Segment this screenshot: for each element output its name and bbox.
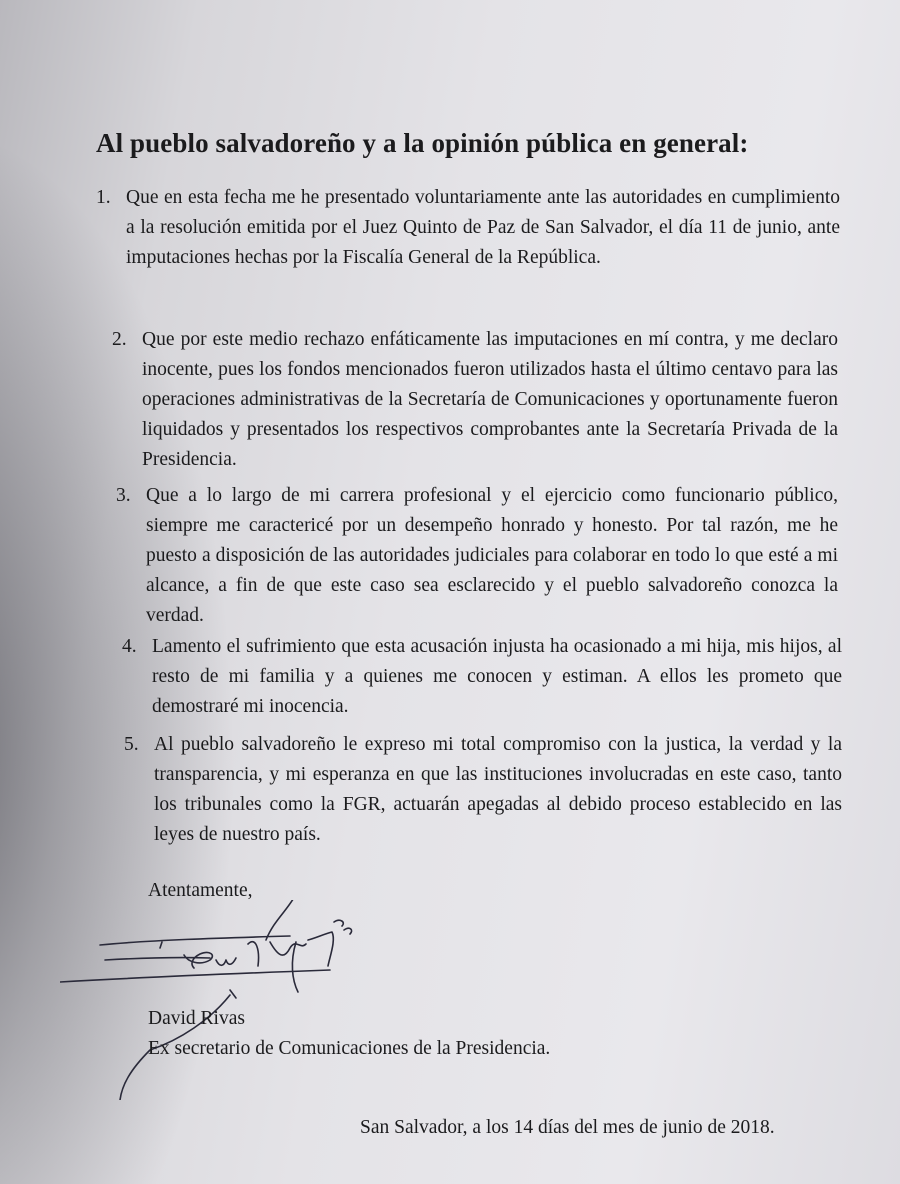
item-number: 3. <box>116 485 131 506</box>
item-text: Que en esta fecha me he presentado voluntariamente ante las autoridades en cumplimiento a la resolución emitida por el Juez Quinto de Paz de San Salvador, el día 11 de junio, ante imputaciones hechas por la Fiscalía General de la República. <box>126 187 840 268</box>
signer-role: Ex secretario de Comunicaciones de la Presidencia. <box>148 1038 551 1059</box>
item-text: Lamento el sufrimiento que esta acusación injusta ha ocasionado a mi hija, mis hijos, al resto de mi familia y a quienes me conocen y estiman. A ellos les prometo que demostraré mi inocencia. <box>152 636 842 717</box>
item-text: Que por este medio rechazo enfáticamente las imputaciones en mí contra, y me declaro inocente, pues los fondos mencionados fueron utilizados hasta el último centavo para las operaciones administrativas de la Secretaría de Comunicaciones y oportunamente fueron liquidados y presentados los respectivos comprobantes ante la Secretaría Privada de la Presidencia. <box>142 329 838 470</box>
list-item <box>112 325 838 475</box>
list-item <box>116 481 838 631</box>
item-number: 1. <box>96 187 111 208</box>
item-text: Que a lo largo de mi carrera profesional y el ejercicio como funcionario público, siempre me caractericé por un desempeño honrado y honesto. Por tal razón, me he puesto a disposición de las autoridades judiciales para colaborar en todo lo que esté a mi alcance, a fin de que este caso sea esclarecido y el pueblo salvadoreño conozca la verdad. <box>146 485 838 626</box>
item-text: Al pueblo salvadoreño le expreso mi total compromiso con la justica, la verdad y la transparencia, y mi esperanza en que las instituciones involucradas en este caso, tanto los tribunales como la FGR, actuarán apegadas al debido proceso establecido en las leyes de nuestro país. <box>154 734 842 845</box>
handwritten-signature <box>60 900 360 1100</box>
list-item <box>124 730 842 850</box>
item-number: 2. <box>112 329 127 350</box>
signer-name: David Rivas <box>148 1008 245 1029</box>
closing: Atentamente, <box>148 880 253 901</box>
letter-title: Al pueblo salvadoreño y a la opinión pública en general: <box>96 128 749 158</box>
list-item <box>122 632 842 722</box>
item-number: 4. <box>122 636 137 657</box>
place-and-date: San Salvador, a los 14 días del mes de junio de 2018. <box>360 1117 775 1138</box>
item-number: 5. <box>124 734 139 755</box>
list-item <box>96 183 840 273</box>
